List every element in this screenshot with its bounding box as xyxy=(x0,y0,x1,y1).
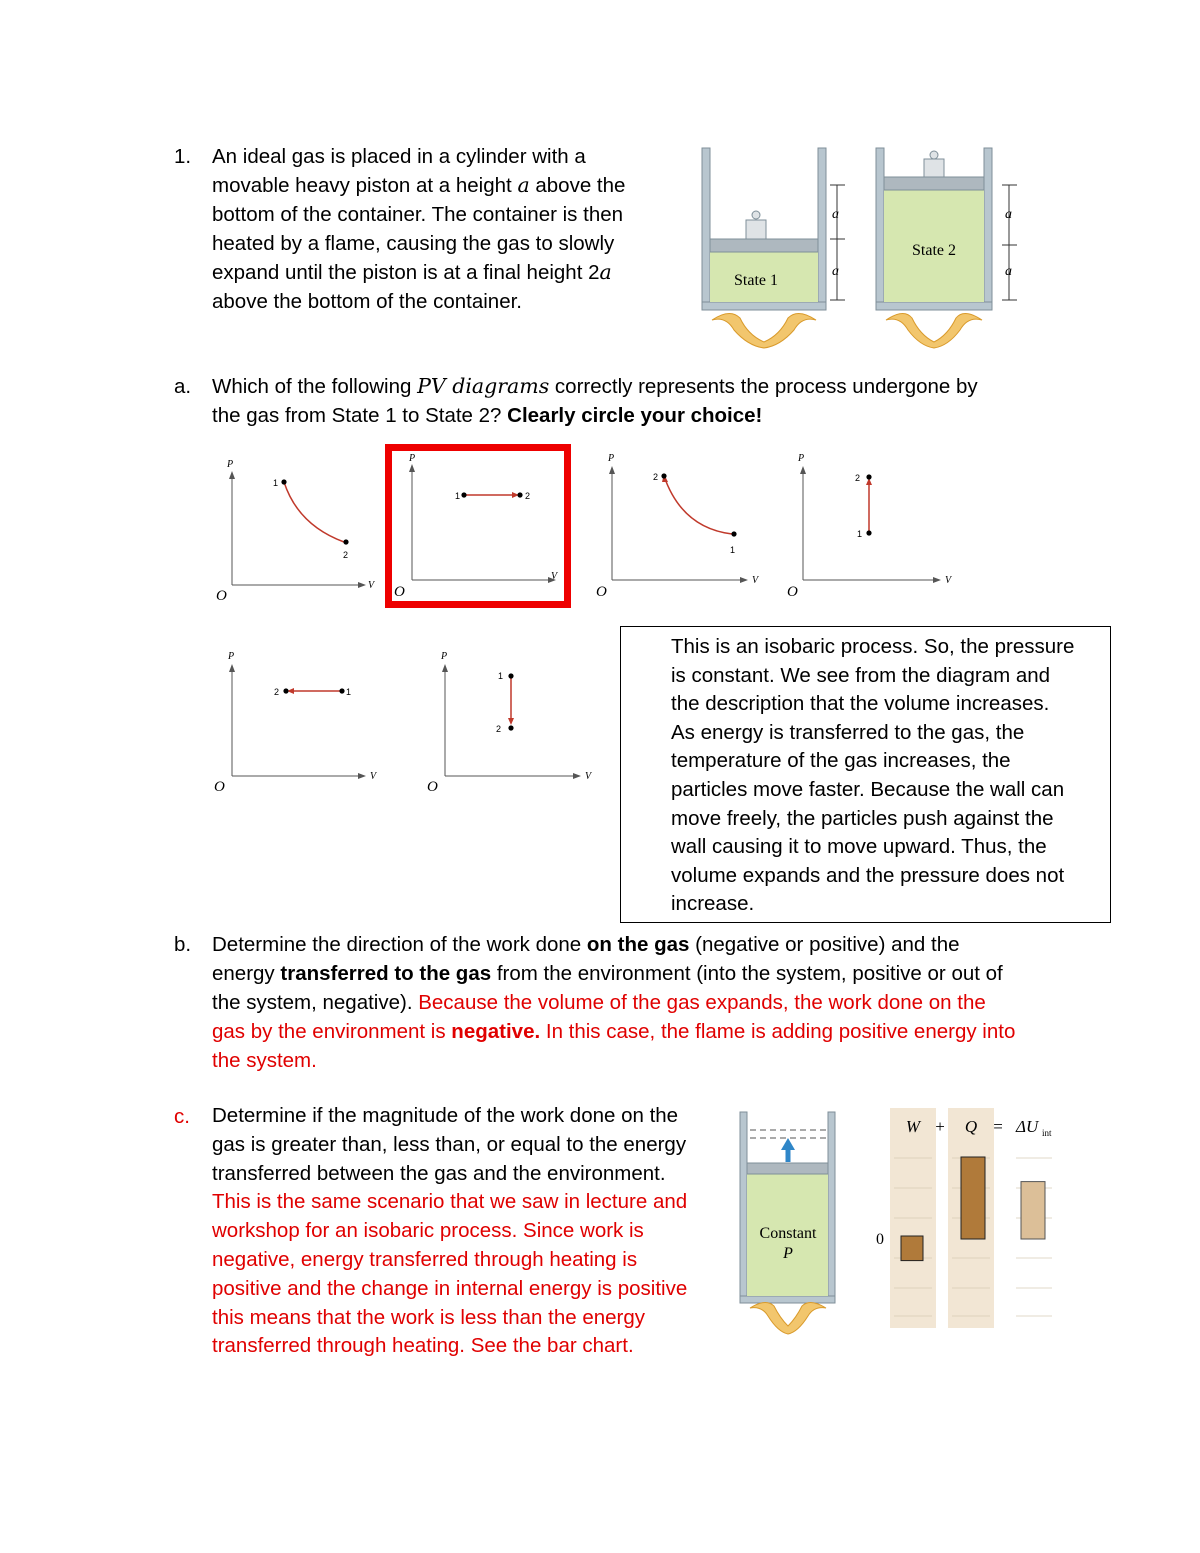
axis-p-label: P xyxy=(228,651,235,662)
explain-line: move freely, the particles push against the xyxy=(671,806,1054,830)
b-l4-b: negative. xyxy=(451,1020,541,1043)
b-l4-a: gas by the environment is xyxy=(212,1020,452,1043)
circle-instruction: Clearly circle your choice! xyxy=(507,404,763,427)
q1-line-3: bottom of the container. The container is then xyxy=(212,203,624,226)
dim-a-label: a xyxy=(832,207,839,222)
part-a-line-1 xyxy=(212,372,1112,401)
pv-diagram-2[interactable] xyxy=(392,452,564,600)
c-red-line: this means that the work is less than the energy xyxy=(212,1305,646,1329)
part-b-text xyxy=(212,930,1112,1075)
b-l2-c: from the environment (into the system, positive or out of xyxy=(491,962,1003,985)
point-1-label: 1 xyxy=(346,687,352,697)
axis-v-label: V xyxy=(585,771,592,782)
bar-q xyxy=(961,1157,985,1239)
b-l3-a: the system, negative). xyxy=(212,991,419,1014)
w-label: W xyxy=(905,1117,921,1136)
dim-a-label: a xyxy=(1005,207,1012,222)
question-number: 1. xyxy=(174,145,192,168)
point-1-label: 1 xyxy=(273,478,279,488)
explain-line: increase. xyxy=(671,892,755,916)
explanation-box xyxy=(620,626,1111,923)
point-1-label: 1 xyxy=(730,545,736,555)
pv-diagram-1 xyxy=(210,455,380,605)
origin-label: O xyxy=(214,779,225,795)
origin-label: O xyxy=(394,584,405,600)
b-l2-b: transferred to the gas xyxy=(280,962,492,985)
explain-line: wall causing it to move upward. Thus, the xyxy=(671,835,1047,859)
point-2-label: 2 xyxy=(525,491,531,501)
explain-line: the description that the volume increases. xyxy=(671,692,1050,716)
origin-label: O xyxy=(427,779,438,795)
b-l2-a: energy xyxy=(212,962,281,985)
delta-u-label: ΔU xyxy=(1016,1117,1039,1136)
axis-p-label: P xyxy=(798,453,805,464)
constant-label: Constant xyxy=(759,1225,817,1242)
explain-line: This is an isobaric process. So, the pressure xyxy=(671,635,1075,658)
point-2-label: 2 xyxy=(274,687,280,697)
axis-v-label: V xyxy=(752,575,759,586)
part-a-text xyxy=(212,372,1112,430)
q1-line-2-a: movable heavy piston at a height xyxy=(212,174,512,197)
point-2-label: 2 xyxy=(855,473,861,483)
point-2-label: 2 xyxy=(653,472,659,482)
int-subscript: int xyxy=(1042,1128,1052,1138)
part-a-l1-b: correctly represents the process undergone by xyxy=(549,375,978,398)
c-red-line: negative, energy transferred through heating is xyxy=(212,1247,638,1271)
point-1-label: 1 xyxy=(498,671,504,681)
bar-w xyxy=(901,1236,923,1261)
q1-line-4: heated by a flame, causing the gas to slowly xyxy=(212,232,615,255)
origin-label: O xyxy=(596,584,607,600)
explain-line: volume expands and the pressure does not xyxy=(671,863,1065,887)
q1-line-2 xyxy=(212,171,682,200)
var-a-2: a xyxy=(599,260,612,284)
c-line: transferred between the gas and the environment. xyxy=(212,1161,666,1185)
point-1-label: 1 xyxy=(857,529,863,539)
part-b-line-4 xyxy=(212,1017,1112,1046)
q-label: Q xyxy=(964,1117,978,1136)
explanation-text xyxy=(671,633,1111,919)
b-l4-c: In this case, the flame is adding positive energy into xyxy=(540,1020,1016,1043)
cylinder-state-1 xyxy=(702,148,826,310)
dim-a-label: a xyxy=(832,264,839,279)
cylinder-state-2 xyxy=(876,148,992,310)
explain-line: is constant. We see from the diagram and xyxy=(671,663,1051,687)
axis-v-label: V xyxy=(551,571,558,582)
arrow-up-icon xyxy=(781,1138,795,1150)
equals-label: = xyxy=(993,1117,1003,1136)
constant-pressure-cylinder xyxy=(738,1108,838,1338)
q1-line-6: above the bottom of the container. xyxy=(212,290,522,313)
energy-bar-chart xyxy=(870,1108,1060,1328)
axis-p-label: P xyxy=(409,453,416,464)
part-a-l1-a: Which of the following xyxy=(212,375,418,398)
explain-line: temperature of the gas increases, the xyxy=(671,749,1011,773)
state-1-label: State 1 xyxy=(734,272,778,289)
part-c-text xyxy=(212,1102,732,1361)
q1-line-2-b: above the xyxy=(535,174,626,197)
pv-diagram-6 xyxy=(425,648,600,798)
var-a: a xyxy=(517,173,530,197)
part-b-line-3 xyxy=(212,988,1112,1017)
dimension-arrows-1 xyxy=(830,185,845,300)
piston-states-figure xyxy=(690,140,1030,350)
part-b-line-5: the system. xyxy=(212,1049,317,1072)
origin-label: O xyxy=(787,584,798,600)
explain-line: particles move faster. Because the wall can xyxy=(671,777,1065,801)
c-red-line: This is the same scenario that we saw in lecture and xyxy=(212,1190,688,1214)
axis-p-label: P xyxy=(441,651,448,662)
part-b-line-1 xyxy=(212,930,1112,959)
explain-line: As energy is transferred to the gas, the xyxy=(671,720,1025,744)
axis-p-label: P xyxy=(608,453,615,464)
point-1-label: 1 xyxy=(455,491,461,501)
zero-label: 0 xyxy=(876,1231,884,1248)
p-label: P xyxy=(783,1245,793,1262)
flame-icon xyxy=(712,313,816,348)
axis-v-label: V xyxy=(368,580,375,591)
c-red-line: transferred through heating. See the bar chart. xyxy=(212,1334,634,1358)
question-1-text xyxy=(212,142,682,316)
c-line: gas is greater than, less than, or equal to the energy xyxy=(212,1132,687,1156)
q1-line-1: An ideal gas is placed in a cylinder with a xyxy=(212,145,586,168)
c-red-line: positive and the change in internal energy is positive xyxy=(212,1276,688,1300)
axis-v-label: V xyxy=(945,575,952,586)
pv-diagram-4 xyxy=(785,452,960,602)
state-2-label: State 2 xyxy=(912,242,956,259)
part-a-line-2 xyxy=(212,401,1112,430)
q1-line-5 xyxy=(212,258,682,287)
part-c-letter: c. xyxy=(174,1105,190,1128)
flame-icon xyxy=(886,313,982,348)
b-l3-b: Because the volume of the gas expands, the work done on the xyxy=(418,991,986,1014)
part-a-letter: a. xyxy=(174,375,192,398)
axis-p-label: P xyxy=(227,459,234,470)
plus-label: + xyxy=(935,1117,945,1136)
pv-diagram-3 xyxy=(592,452,767,602)
b-l1-c: (negative or positive) and the xyxy=(689,933,960,956)
origin-label: O xyxy=(216,588,227,604)
b-l1-a: Determine the direction of the work done xyxy=(212,933,587,956)
flame-icon xyxy=(750,1302,826,1334)
axis-v-label: V xyxy=(370,771,377,782)
pv-diagrams-math: PV diagrams xyxy=(417,374,550,398)
c-line: Determine if the magnitude of the work done on the xyxy=(212,1104,679,1127)
point-2-label: 2 xyxy=(343,550,349,560)
dimension-arrows-2 xyxy=(1002,185,1017,300)
bar-delta-u xyxy=(1021,1182,1045,1239)
q1-line-5-a: expand until the piston is at a final height 2 xyxy=(212,261,600,284)
c-red-line: workshop for an isobaric process. Since work is xyxy=(212,1219,644,1243)
b-l1-b: on the gas xyxy=(586,933,690,956)
part-b-line-2 xyxy=(212,959,1112,988)
part-b-letter: b. xyxy=(174,933,192,956)
pv-diagram-5 xyxy=(210,648,385,798)
dim-a-label: a xyxy=(1005,264,1012,279)
point-2-label: 2 xyxy=(496,724,502,734)
part-a-l2-a: the gas from State 1 to State 2? xyxy=(212,404,508,427)
